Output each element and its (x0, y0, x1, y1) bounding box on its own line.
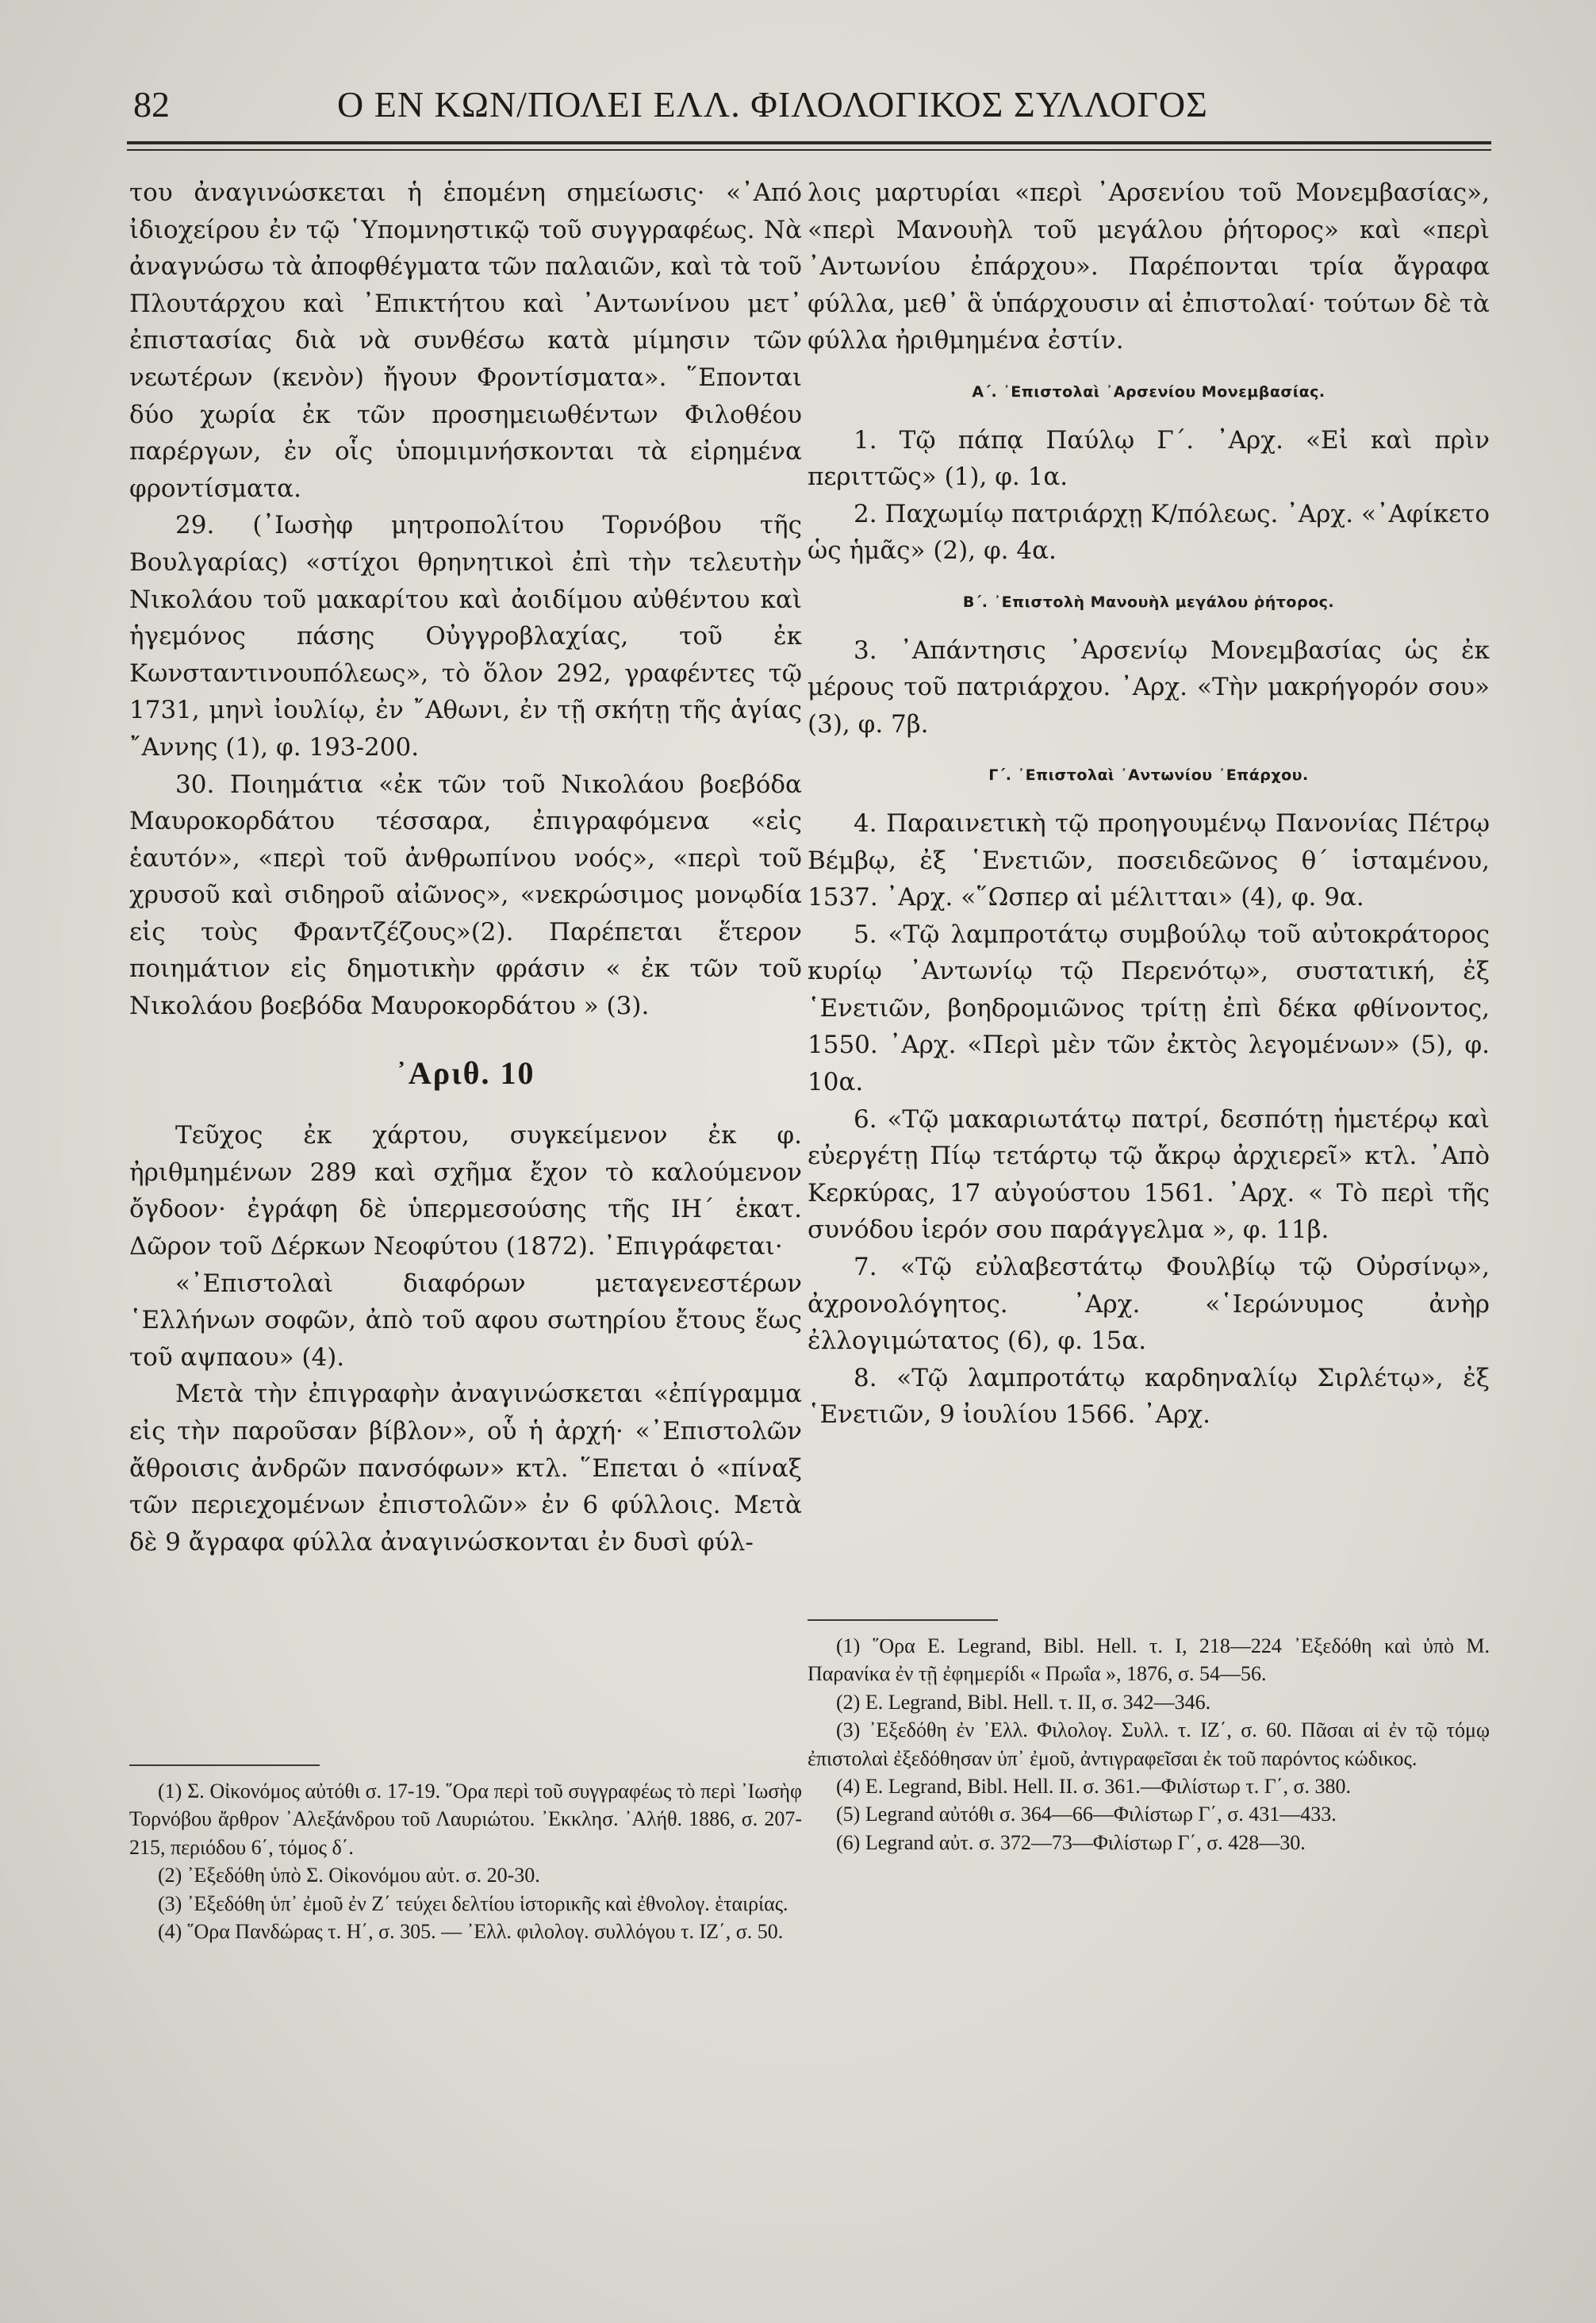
letter-entry: 1. Τῷ πάπᾳ Παύλῳ Γ΄. ᾿Αρχ. «Εἰ καὶ πρὶν περιττῶς» (1), φ. 1α. (808, 425, 1490, 492)
letter-entry: 8. «Τῷ λαμπροτάτῳ καρδηναλίῳ Σιρλέτῳ», ἐξ ῾Ενετιῶν, 9 ἰουλίου 1566. ᾿Αρχ. (808, 1363, 1490, 1430)
left-column (129, 175, 802, 1561)
footnote-rule-right (808, 1619, 998, 1621)
footnotes-right (808, 1632, 1490, 1856)
header-rule-thick (127, 141, 1491, 144)
page-header (127, 83, 1491, 131)
footnote: (3) ᾿Εξεδόθη ὑπ᾿ ἐμοῦ ἐν Ζ΄ τεύχει δελτίου ἱστορικῆς καὶ ἐθνολογ. ἑταιρίας. (158, 1891, 788, 1915)
footnote: (2) E. Legrand, Bibl. Hell. τ. II, σ. 342—346. (836, 1690, 1211, 1714)
paragraph-item-29: 29. (᾿Ιωσὴφ μητροπολίτου Τορνόβου τῆς Βουλγαρίας) «στίχοι θρηνητικοὶ ἐπὶ τὴν τελευτὴν Νικολάου τοῦ μακαρίτου καὶ ἀοιδίμου αὐθέντου καὶ ἡγεμόνος πάσης Οὐγγροβλαχίας, τοῦ ἐκ Κωνσταντινουπόλεως», τὸ ὅλον 292, γραφέντες τῷ 1731, μηνὶ ἰουλίῳ, ἐν ῎Αθωνι, ἐν τῇ σκήτῃ τῆς ἁγίας ῎Αννης (1), φ. 193-200. (129, 511, 802, 762)
paragraph: Μετὰ τὴν ἐπιγραφὴν ἀναγινώσκεται «ἐπίγραμμα εἰς τὴν παροῦσαν βίβλον», οὗ ἡ ἀρχή· «᾿Επιστολῶν ἄθροισις ἀνδρῶν πανσόφων» κτλ. ῞Επεται ὁ «πίναξ τῶν περιεχομένων ἐπιστολῶν» ἐν 6 φύλλοις. Μετὰ δὲ 9 ἄγραφα φύλλα ἀναγινώσκονται ἐν δυσὶ φύλ- (129, 1380, 802, 1557)
footnotes-left (129, 1777, 802, 1945)
footnote: (3) ᾿Εξεδόθη ἐν ᾿Ελλ. Φιλολογ. Συλλ. τ. ΙΖ΄, σ. 60. Πᾶσαι αἱ ἐν τῷ τόμῳ ἐπιστολαὶ ἐξεδόθησαν ὑπ᾿ ἐμοῦ, ἀντιγραφεῖσαι ἐκ τοῦ παρόντος κώδικος. (808, 1718, 1490, 1770)
section-heading: ᾿Αριθ. 10 (396, 1054, 535, 1091)
subheading-a: Α΄. ᾿Επιστολαὶ ᾿Αρσενίου Μονεμβασίας. (972, 382, 1326, 401)
footnote: (4) ῞Ορα Πανδώρας τ. Η΄, σ. 305. — ᾿Ελλ. φιλολογ. συλλόγου τ. ΙΖ΄, σ. 50. (158, 1920, 784, 1944)
letter-entry: 5. «Τῷ λαμπροτάτῳ συμβούλῳ τοῦ αὐτοκράτορος κυρίῳ ᾿Αντωνίῳ τῷ Περενότῳ», συστατική, ἐξ ῾Ενετιῶν, βοηδρομιῶνος τρίτῃ ἐπὶ δέκα φθίνοντος, 1550. ᾿Αρχ. «Περὶ μὲν τῶν ἐκτὸς λεγομένων» (5), φ. 10α. (808, 920, 1490, 1097)
right-column (808, 175, 1490, 1434)
footnote: (1) ῞Ορα E. Legrand, Bibl. Hell. τ. I, 218—224 ᾿Εξεδόθη καὶ ὑπὸ Μ. Παρανίκα ἐν τῇ ἐφημερίδι « Πρωΐα », 1876, σ. 54—56. (808, 1634, 1490, 1686)
footnote: (2) ᾿Εξεδόθη ὑπὸ Σ. Οἰκονόμου αὐτ. σ. 20-30. (158, 1864, 540, 1887)
subheading-c: Γ΄. ᾿Επιστολαὶ ᾿Αντωνίου ᾿Επάρχου. (988, 766, 1309, 785)
running-title: Ο ΕΝ ΚΩΝ/ΠΟΛΕΙ ΕΛΛ. ΦΙΛΟΛΟΓΙΚΟΣ ΣΥΛΛΟΓΟΣ (337, 84, 1208, 125)
letter-entry: 2. Παχωμίῳ πατριάρχῃ Κ/πόλεως. ᾿Αρχ. «᾿Αφίκετο ὡς ἡμᾶς» (2), φ. 4α. (808, 499, 1490, 566)
page-number: 82 (133, 84, 170, 125)
letter-entry: 3. ᾿Απάντησις ᾿Αρσενίῳ Μονεμβασίας ὡς ἐκ μέρους τοῦ πατριάρχου. ᾿Αρχ. «Τὴν μακρήγορόν σου» (3), φ. 7β. (808, 635, 1490, 739)
footnote-rule-left (129, 1764, 320, 1766)
letter-entry: 7. «Τῷ εὐλαβεστάτῳ Φουλβίῳ τῷ Οὐρσίνῳ», ἀχρονολόγητος. ᾿Αρχ. «῾Ιερώνυμος ἀνὴρ ἐλλογιμώτατος (6), φ. 15α. (808, 1253, 1490, 1356)
letter-entry: 4. Παραινετικὴ τῷ προηγουμένῳ Πανονίας Πέτρῳ Βέμβῳ, ἐξ ῾Ενετιῶν, ποσειδεῶνος θ΄ ἱσταμένου, 1537. ᾿Αρχ. «῞Ωσπερ αἱ μέλιτται» (4), φ. 9α. (808, 808, 1490, 912)
paragraph-inscription: «᾿Επιστολαὶ διαφόρων μεταγενεστέρων ῾Ελλήνων σοφῶν, ἀπὸ τοῦ αφου σωτηρίου ἔτους ἕως τοῦ αψπαου» (4). (129, 1269, 802, 1372)
footnote: (6) Legrand αὐτ. σ. 372—73—Φιλίστωρ Γ΄, σ. 428—30. (836, 1830, 1306, 1854)
paragraph: λοις μαρτυρίαι «περὶ ᾿Αρσενίου τοῦ Μονεμβασίας», «περὶ Μανουὴλ τοῦ μεγάλου ῥήτορος» καὶ «περὶ ᾿Αντωνίου ἐπάρχου». Παρέπονται τρία ἄγραφα φύλλα, μεθ᾿ ἃ ὑπάρχουσιν αἱ ἐπιστολαί· τούτων δὲ τὰ φύλλα ἠριθμημένα ἐστίν. (808, 179, 1490, 355)
letter-entry: 6. «Τῷ μακαριωτάτῳ πατρί, δεσπότῃ ἡμετέρῳ καὶ εὐεργέτῃ Πίῳ τετάρτῳ τῷ ἄκρῳ ἀρχιερεῖ» κτλ. ᾿Απὸ Κερκύρας, 17 αὐγούστου 1561. ᾿Αρχ. « Τὸ περὶ τῆς συνόδου ἱερόν σου παράγγελμα », φ. 11β. (808, 1104, 1490, 1245)
header-rule-thin (127, 149, 1491, 151)
paragraph: Τεῦχος ἐκ χάρτου, συγκείμενον ἐκ φ. ἠριθμημένων 289 καὶ σχῆμα ἔχον τὸ καλούμενον ὄγδοον· ἐγράφη δὲ ὑπερμεσούσης τῆς ΙΗ΄ ἑκατ. Δῶρον τοῦ Δέρκων Νεοφύτου (1872). ᾿Επιγράφεται· (129, 1121, 802, 1261)
footnote: (5) Legrand αὐτόθι σ. 364—66—Φιλίστωρ Γ΄, σ. 431—433. (836, 1803, 1337, 1826)
footnote: (1) Σ. Οἰκονόμος αὐτόθι σ. 17-19. ῞Ορα περὶ τοῦ συγγραφέως τὸ περὶ ᾿Ιωσὴφ Τορνόβου ἄρθρον ᾿Αλεξάνδρου τοῦ Λαυριώτου. ᾿Εκκλησ. ᾿Αλήθ. 1886, σ. 207-215, περιόδου 6΄, τόμος δ΄. (129, 1780, 802, 1859)
paragraph: του ἀναγινώσκεται ἡ ἑπομένη σημείωσις· «᾿Από ἰδιοχείρου ἐν τῷ ῾Υπομνηστικῷ τοῦ συγγραφέως. Νὰ ἀναγνώσω τὰ ἀποφθέγματα τῶν παλαιῶν, καὶ τὰ τοῦ Πλουτάρχου καὶ ᾿Επικτήτου καὶ ᾿Αντωνίνου μετ᾿ ἐπιστασίας διὰ νὰ συνθέσω κατὰ μίμησιν τῶν νεωτέρων (κενὸν) ἤγουν Φροντίσματα». ῞Επονται δύο χωρία ἐκ τῶν προσημειωθέντων Φιλοθέου παρέργων, ἐν οἷς ὑπομιμνήσκονται τὰ εἰρημένα φροντίσματα. (129, 179, 802, 503)
subheading-b: Β΄. ᾿Επιστολὴ Μανουὴλ μεγάλου ῥήτορος. (962, 593, 1335, 611)
footnote: (4) E. Legrand, Bibl. Hell. II. σ. 361.—Φιλίστωρ τ. Γ΄, σ. 380. (836, 1775, 1352, 1799)
paragraph-item-30: 30. Ποιημάτια «ἐκ τῶν τοῦ Νικολάου βοεβόδα Μαυροκορδάτου τέσσαρα, ἐπιγραφόμενα «εἰς ἑαυτόν», «περὶ τοῦ ἀνθρωπίνου νοός», «περὶ τοῦ χρυσοῦ καὶ σιδηροῦ αἰῶνος», «νεκρώσιμος μονῳδία εἰς τοὺς Φραντζέζους»(2). Παρέπεται ἕτερον ποιημάτιον εἰς δημοτικὴν φράσιν « ἐκ τῶν τοῦ Νικολάου βοεβόδα Μαυροκορδάτου » (3). (129, 770, 802, 1021)
